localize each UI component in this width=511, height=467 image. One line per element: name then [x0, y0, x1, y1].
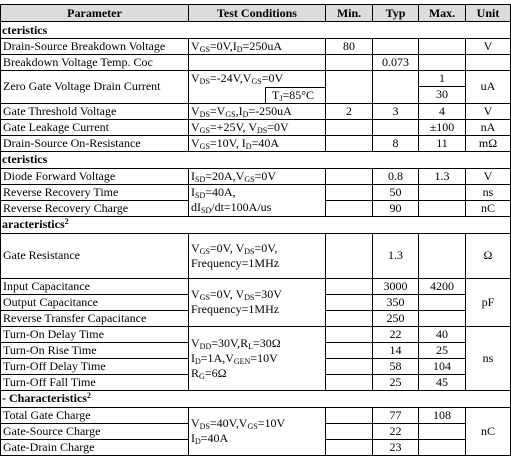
min-cell [326, 342, 373, 358]
condition-cell: $V_{GS}=10V$, $I_D=40A$ [189, 135, 326, 151]
min-cell [326, 358, 373, 374]
typ-cell: 22 [373, 326, 419, 342]
header-typ: Typ [373, 5, 419, 22]
section-title: - Characteristics$^2$ [1, 390, 511, 407]
typ-cell: 3000 [373, 278, 419, 294]
typ-cell: 0.073 [373, 55, 419, 71]
table-row [1, 39, 511, 55]
condition-cell: $I_{SD}=40A$, [189, 184, 326, 200]
condition-cell: $V_{GS}=0V$, $V_{DS}=0V$, Frequency=1MHz [189, 233, 326, 278]
unit-cell: mΩ [466, 135, 511, 151]
max-cell: 4 [419, 103, 466, 119]
param-cell: Turn-Off Fall Time [1, 374, 189, 390]
param-cell: Total Gate Charge [1, 407, 189, 423]
min-cell [326, 407, 373, 423]
condition-cell: $V_{GS}=0V,I_D=250uA$ [189, 39, 326, 55]
header-test-conditions: Test Conditions [189, 5, 326, 22]
max-cell: ±100 [419, 119, 466, 135]
param-cell: Diode Forward Voltage [1, 168, 189, 184]
typ-cell: 1.3 [373, 233, 419, 278]
typ-cell: 90 [373, 200, 419, 216]
condition-cell [189, 55, 326, 71]
min-cell [326, 168, 373, 184]
typ-cell: 77 [373, 407, 419, 423]
max-cell [419, 39, 466, 55]
param-cell: Reverse Transfer Capacitance [1, 310, 189, 326]
section-title: cteristics [1, 22, 511, 39]
max-cell: 30 [419, 87, 466, 104]
typ-cell: 14 [373, 342, 419, 358]
max-cell [419, 184, 466, 200]
param-cell: Turn-Off Delay Time [1, 358, 189, 374]
condition-cell: $T_J=85^\circ C$ [189, 87, 326, 104]
table-row [1, 233, 511, 278]
min-cell [326, 326, 373, 342]
unit-cell: Ω [466, 233, 511, 278]
param-cell: Output Capacitance [1, 294, 189, 310]
table-row [1, 119, 511, 135]
min-cell [326, 55, 373, 71]
condition-cell: $V_{DS}=V_{GS},I_D=-250uA$ [189, 103, 326, 119]
typ-cell: 3 [373, 103, 419, 119]
max-cell: 25 [419, 342, 466, 358]
typ-cell [373, 119, 419, 135]
condition-cell: $V_{GS}=0V$, $V_{DS}=30V$ Frequency=1MHz [189, 278, 326, 326]
condition-cell: $V_{DS}=40V,V_{GS}=10V$ $I_D=40A$ [189, 407, 326, 455]
section-gate-charge-characteristics [1, 390, 511, 407]
header-min: Min. [326, 5, 373, 22]
param-cell: Gate Resistance [1, 233, 189, 278]
param-cell: Gate Leakage Current [1, 119, 189, 135]
min-cell [326, 184, 373, 200]
param-cell: Input Capacitance [1, 278, 189, 294]
param-cell: Turn-On Delay Time [1, 326, 189, 342]
table-row [1, 71, 511, 87]
table-row [1, 168, 511, 184]
max-cell [419, 55, 466, 71]
table-row [1, 55, 511, 71]
min-cell [326, 200, 373, 216]
typ-cell: 23 [373, 439, 419, 455]
typ-cell: 58 [373, 358, 419, 374]
max-cell: 104 [419, 358, 466, 374]
condition-cell: $V_{DD}=30V,R_L=30\Omega$ $I_D=1A,V_{GEN}=10V$ $R_G=6\Omega$ [189, 326, 326, 390]
max-cell [419, 439, 466, 455]
section-off-characteristics [1, 22, 511, 39]
header-unit: Unit [466, 5, 511, 22]
param-cell: Zero Gate Voltage Drain Current [1, 71, 189, 104]
min-cell [326, 310, 373, 326]
min-cell [326, 294, 373, 310]
section-title: aracteristics$^2$ [1, 216, 511, 233]
min-cell [326, 135, 373, 151]
header-parameter: Parameter [1, 5, 189, 22]
unit-cell: ns [466, 184, 511, 200]
min-cell [326, 439, 373, 455]
unit-cell: pF [466, 278, 511, 326]
param-cell: Gate-Source Charge [1, 423, 189, 439]
param-cell: Gate-Drain Charge [1, 439, 189, 455]
max-cell [419, 310, 466, 326]
unit-cell: nA [466, 119, 511, 135]
typ-cell [373, 71, 419, 104]
param-cell: Drain-Source On-Resistance [1, 135, 189, 151]
table-row [1, 103, 511, 119]
param-cell: Reverse Recovery Time [1, 184, 189, 200]
section-dynamic-characteristics [1, 216, 511, 233]
condition-cell: $dI_{SD}/dt=100A/us$ [189, 200, 326, 216]
electrical-characteristics-table [0, 4, 511, 456]
min-cell [326, 119, 373, 135]
condition-cell: $V_{DS}=-24V,V_{GS}=0V$ [189, 71, 326, 87]
min-cell [326, 423, 373, 439]
section-title: cteristics [1, 151, 511, 168]
unit-cell: V [466, 39, 511, 55]
unit-cell: nC [466, 407, 511, 455]
unit-cell: V [466, 168, 511, 184]
table-row [1, 184, 511, 200]
min-cell: 80 [326, 39, 373, 55]
section-diode-characteristics [1, 151, 511, 168]
typ-cell: 8 [373, 135, 419, 151]
max-cell: 45 [419, 374, 466, 390]
typ-cell: 350 [373, 294, 419, 310]
min-cell [326, 233, 373, 278]
typ-cell [373, 39, 419, 55]
typ-cell: 0.8 [373, 168, 419, 184]
max-cell: 108 [419, 407, 466, 423]
unit-cell [466, 55, 511, 71]
min-cell [326, 374, 373, 390]
typ-cell: 50 [373, 184, 419, 200]
max-cell [419, 233, 466, 278]
typ-cell: 25 [373, 374, 419, 390]
param-cell: Gate Threshold Voltage [1, 103, 189, 119]
header-max: Max. [419, 5, 466, 22]
table-row [1, 326, 511, 342]
param-cell: Reverse Recovery Charge [1, 200, 189, 216]
min-cell [326, 71, 373, 104]
max-cell: 40 [419, 326, 466, 342]
unit-cell: V [466, 103, 511, 119]
table-header-row [1, 5, 511, 22]
max-cell: 4200 [419, 278, 466, 294]
max-cell [419, 200, 466, 216]
condition-cell: $I_{SD}=20A,V_{GS}=0V$ [189, 168, 326, 184]
param-cell: Drain-Source Breakdown Voltage [1, 39, 189, 55]
table-row [1, 278, 511, 294]
max-cell: 1 [419, 71, 466, 87]
typ-cell: 250 [373, 310, 419, 326]
typ-cell: 22 [373, 423, 419, 439]
condition-cell: $V_{GS}=+25V$, $V_{DS}=0V$ [189, 119, 326, 135]
unit-cell: uA [466, 71, 511, 104]
max-cell [419, 423, 466, 439]
unit-cell: nC [466, 200, 511, 216]
table-row [1, 407, 511, 423]
min-cell: 2 [326, 103, 373, 119]
param-cell: Breakdown Voltage Temp. Coc [1, 55, 189, 71]
param-cell: Turn-On Rise Time [1, 342, 189, 358]
min-cell [326, 278, 373, 294]
table-row [1, 200, 511, 216]
max-cell: 11 [419, 135, 466, 151]
unit-cell: ns [466, 326, 511, 390]
table-row [1, 135, 511, 151]
max-cell [419, 294, 466, 310]
max-cell: 1.3 [419, 168, 466, 184]
